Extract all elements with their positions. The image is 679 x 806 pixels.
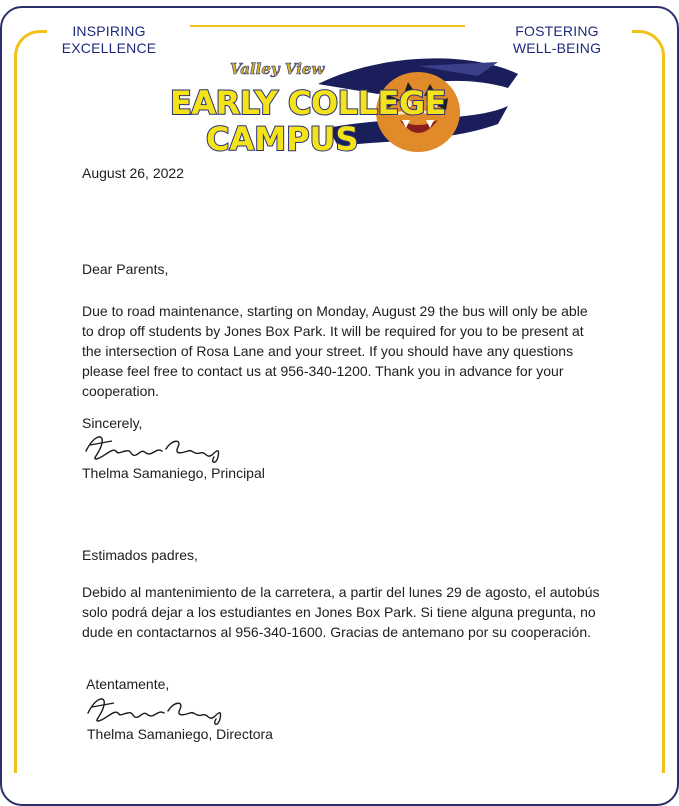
closing-spanish: Atentamente, <box>86 676 170 692</box>
salutation-english: Dear Parents, <box>82 261 169 277</box>
gold-header-rule <box>190 25 465 27</box>
letter-date: August 26, 2022 <box>82 165 184 181</box>
motto-left <box>50 23 168 57</box>
signatory-english: Thelma Samaniego, Principal <box>82 465 265 481</box>
body-spanish: Debido al mantenimiento de la carretera, a partir del lunes 29 de agosto, el autobús solo podrá dejar a los estudiantes en Jones Box Park. Si tiene alguna pregunta, no dude en contactarnos al 956-340-1600. Gracias de antemano por su cooperación. <box>82 584 600 640</box>
school-logo <box>168 54 523 162</box>
signatory-spanish: Thelma Samaniego, Directora <box>87 726 273 742</box>
logo-script-text: Valley View <box>230 60 325 78</box>
gold-frame-right <box>632 30 665 773</box>
closing-english: Sincerely, <box>82 415 143 431</box>
logo-line2: CAMPUS <box>206 120 359 158</box>
gold-frame-left <box>14 30 47 773</box>
motto-right-line2: WELL-BEING <box>512 40 602 56</box>
body-english: Due to road maintenance, starting on Monday, August 29 the bus will only be able to drop off students by Jones Box Park. It will be required for you to be present at the intersection of Rosa Lane and your street. If you should have any questions please feel free to contact us at 956-340-1200. Thank you in advance for your cooperation. <box>82 303 588 399</box>
motto-left-line1: INSPIRING <box>72 23 146 39</box>
motto-left-line2: EXCELLENCE <box>61 40 157 56</box>
motto-right-line1: FOSTERING <box>515 23 599 39</box>
logo-line1: EARLY COLLEGE <box>170 84 446 122</box>
motto-right <box>498 23 616 57</box>
salutation-spanish: Estimados padres, <box>82 547 198 563</box>
signature-english <box>82 429 232 467</box>
